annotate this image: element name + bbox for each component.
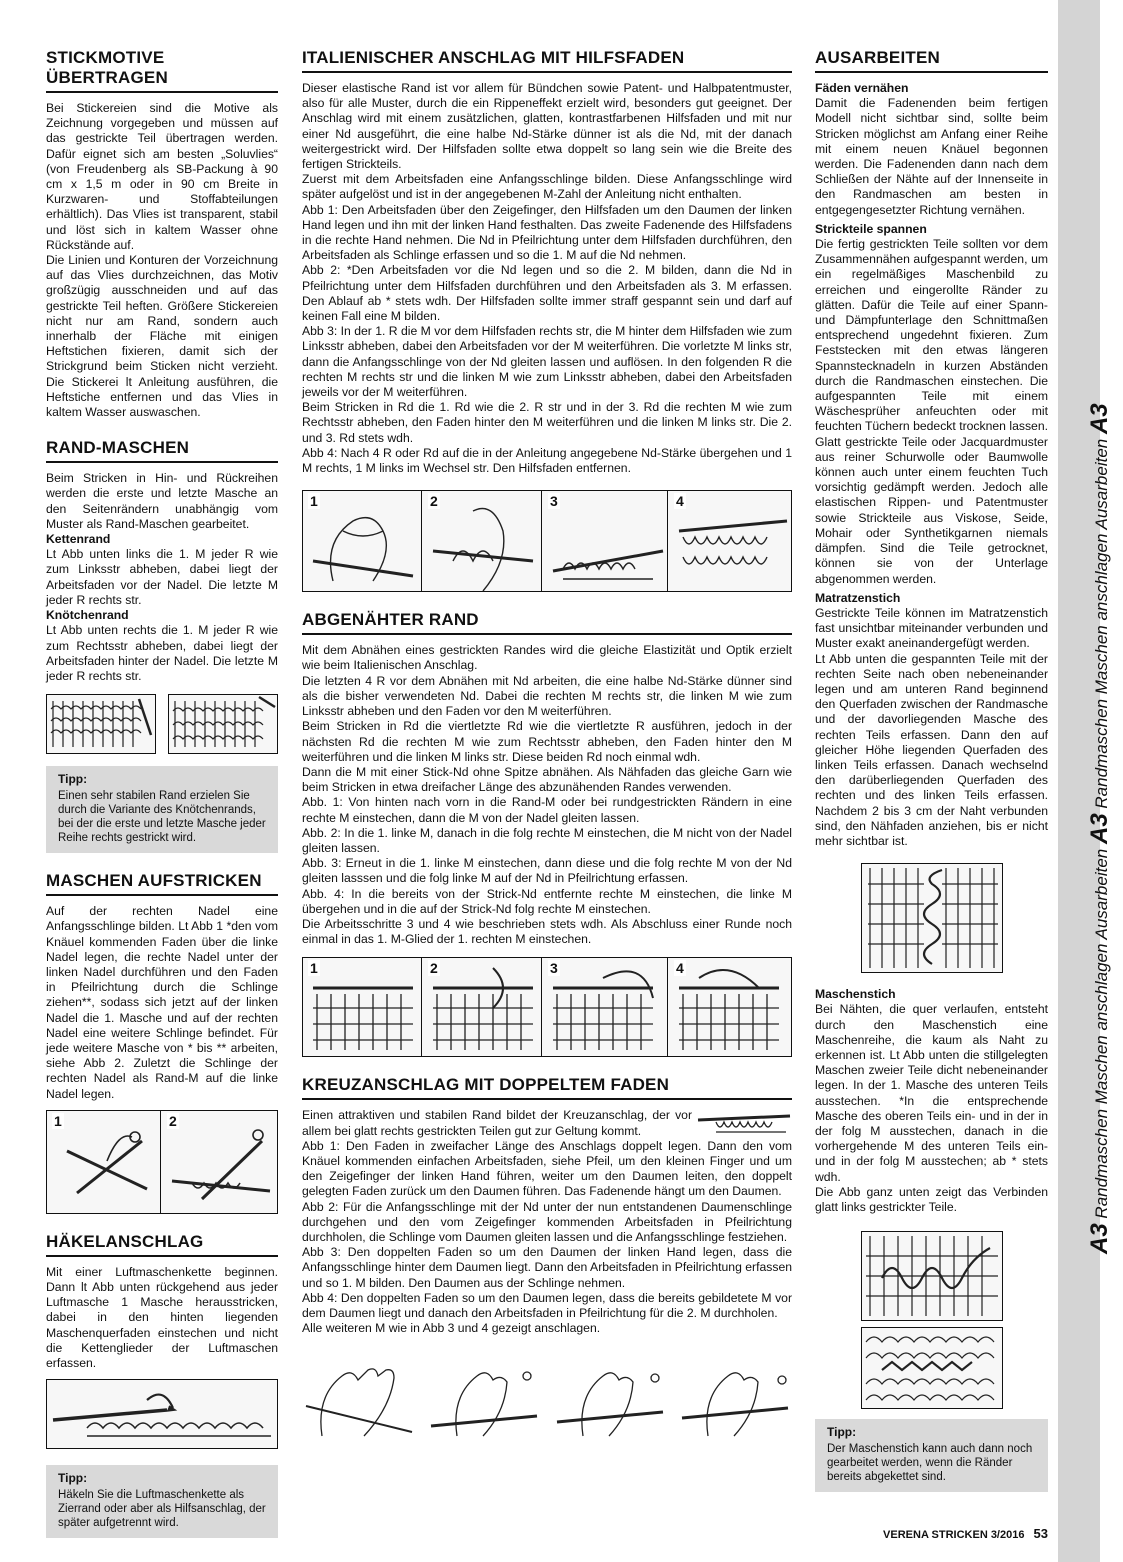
hand-illustration xyxy=(427,1356,541,1440)
heading-ausarbeiten: AUSARBEITEN xyxy=(815,48,1048,73)
knitting-illustration xyxy=(423,958,541,1054)
paragraph: Abb 1: Den Faden in zweifacher Länge des Anschlags doppelt legen. Dann den vom Knäuel kommenden einfachen Arbeitsfaden, siehe Pfeil, um den kleinen Finger und um den Zeigefinger der linken Hand führen, weiter um den Daumen leiten, den doppelt gelegten Faden zurück um den Daumen führen. Das Fadenende hängt um den Daumen. xyxy=(302,1138,792,1199)
tip-label: Tipp: xyxy=(58,1471,88,1486)
side-tab-code: A3 xyxy=(1086,403,1113,435)
section-rand-maschen xyxy=(46,438,278,853)
illustration-panel xyxy=(162,1111,277,1213)
maschenstich-links-illustration xyxy=(861,1327,1003,1409)
heading-kreuzanschlag: KREUZANSCHLAG MIT DOPPELTEM FADEN xyxy=(302,1075,792,1100)
magazine-name: VERENA STRICKEN 3/2016 xyxy=(883,1529,1025,1541)
knitting-illustration xyxy=(303,958,421,1054)
tip-box-haekel xyxy=(46,1465,278,1538)
needle-illustration xyxy=(47,1380,277,1448)
paragraph: Die fertig gestrickten Teile sollten vor dem Zusammennähen aufgespannt werden, um ein regelmäßiges Maschenbild zu erreichen und eingerollte Ränder zu glätten. Dafür die Teile auf einer Spann- und Dämpfunterlage den Schnittmaßen entsprechend ungedehnt fixieren. Zum Feststecken mit den etwas längeren Spannstecknadeln in kurzen Abständen durch die Randmaschen einstechen. Die aufgespannten Teile mit einem Wäschesprüher anfeuchten oder mit feuchten Tüchern bedeckt trocknen lassen. Glatt gestrickte Teile oder Jacquardmuster aus reiner Schurwolle oder Baumwolle können auch unter einem feuchten Tuch vorsichtig gedämpft werden. Jedoch alle elastischen Rippen- und Patentmuster sowie Strickteile aus Viskose, Seide, Mohair oder Synthetikgarnen niemals dämpfen. Sind die Teile getrocknet, können sie von der Unterlage abgenommen werden. xyxy=(815,237,1048,586)
paragraph: Dann die M mit einer Stick-Nd ohne Spitze abnähen. Als Nähfaden das gleiche Garn wie beim Stricken in etwa dreifacher Länge des abzunähenden Randes verwenden. xyxy=(302,764,792,795)
illustration-panel xyxy=(47,1111,161,1213)
paragraph: Mit dem Abnähen eines gestrickten Randes wird die gleiche Elastizität und Optik erzielt wie beim Italienischen Anschlag. xyxy=(302,643,792,673)
figure-number: 4 xyxy=(676,960,684,977)
needle-illustration xyxy=(47,1111,160,1211)
heading-rand-maschen: RAND-MASCHEN xyxy=(46,438,278,463)
paragraph: Die letzten 4 R vor dem Abnähen mit Nd arbeiten, die eine halbe Nd-Stärke dünner sind als die bisher verwendeten Nd. Dabei die rechten M rechts str, die linken M wie zum Linksstr abheben und den Faden vor den M weiterführen. xyxy=(302,673,792,719)
knitting-illustration xyxy=(669,958,791,1054)
paragraph: Abb 1: Den Arbeitsfaden über den Zeigefinger, den Hilfsfaden um den Daumen der linken Hand legen und ihn mit der linken Hand festhalten. Das zweite Fadenende des Hilfsfadens in die rechte Hand nehmen. Die Nd in Pfeilrichtung unter dem Hilfsfaden durchführen, den Arbeitsfaden als Schlinge erfassen und so die 1. M auf die Nd nehmen. xyxy=(302,202,792,263)
knitting-illustration xyxy=(47,695,155,753)
tip-label: Tipp: xyxy=(58,772,88,787)
knitting-illustration xyxy=(669,491,791,589)
subheading-faeden-vernaehen: Fäden vernähen xyxy=(815,81,909,95)
side-tab-text: Randmaschen Maschen anschlagen Ausarbeiten xyxy=(1092,848,1111,1219)
italienisch-illustration xyxy=(302,490,792,592)
paragraph: Abb 3: In der 1. R die M vor dem Hilfsfaden rechts str, die M hinter dem Hilfsfaden wie zum Linksstr abheben, dabei den Arbeitsfaden vor der M weiterführen. Die vorletzte M links str, dann die Anfangsschlinge von der Nd gleiten lassen und auflösen. In den folgenden R die rechten M rechts str und die linken M wie zum Linksstr abheben, dabei den Arbeitsfaden jeweils vor der M weiterführen. xyxy=(302,324,792,400)
paragraph: Beim Stricken in Rd die viertletzte Rd wie die viertletzte R ausführen, jedoch in der nächsten Rd die rechten M wie zum Rechtsstr abheben, den Faden hinter den M weiterführen und die linken M links str. Diese beiden Rd noch einmal wdh. xyxy=(302,719,792,764)
column-left xyxy=(46,48,278,1556)
illustration-panel xyxy=(543,958,668,1056)
heading-abgenaehter-rand: ABGENÄHTER RAND xyxy=(302,610,792,635)
column-right xyxy=(815,48,1048,1510)
tip-text: Der Maschenstich kann auch dann noch gearbeitet werden, wenn die Ränder bereits abgekettet sind. xyxy=(827,1443,1033,1484)
section-stickmotive xyxy=(46,48,278,420)
knoetchenrand-illustration xyxy=(168,694,278,754)
knitting-illustration xyxy=(543,958,667,1054)
page-footer xyxy=(883,1526,1048,1541)
page-number: 53 xyxy=(1033,1526,1048,1541)
figure-number: 2 xyxy=(430,960,438,977)
hand-illustration xyxy=(302,1356,416,1440)
section-abgenaehter-rand xyxy=(302,610,792,1057)
side-tab-label xyxy=(1079,403,1123,1254)
paragraph: Abb. 3: Erneut in die 1. linke M einstechen, dann diese und die folg rechte M von der Nd gleiten lasssen und die folg linke M auf der Nd in Pfeilrichtung erfassen. xyxy=(302,856,792,886)
knitting-illustration xyxy=(862,1328,1002,1408)
paragraph: Beim Stricken in Hin- und Rückreihen werden die erste und letzte Masche an den Seitenrändern unabhängig vom Muster als Rand-Maschen gearbeitet. xyxy=(46,471,278,531)
figure-number: 1 xyxy=(310,493,318,510)
haekel-illustration xyxy=(46,1379,278,1449)
section-kreuzanschlag xyxy=(302,1075,792,1440)
tip-text: Einen sehr stabilen Rand erzielen Sie durch die Variante des Knötchenrands, bei der die erste und letzte Masche jeder Reihe rechts gestrickt wird. xyxy=(58,790,266,845)
section-aufstricken xyxy=(46,871,278,1214)
hand-illustration xyxy=(303,491,421,589)
figure-number: 3 xyxy=(550,960,558,977)
paragraph: Einen attraktiven und stabilen Rand bildet der Kreuzanschlag, der vor allem bei glatt rechts gestrickten Teilen gut zur Geltung kommt. xyxy=(302,1108,692,1138)
illustration-panel xyxy=(669,958,791,1056)
side-tab-code: A3 xyxy=(1086,1223,1113,1254)
paragraph: Alle weiteren M wie in Abb 3 und 4 gezeigt anschlagen. xyxy=(302,1321,601,1336)
paragraph: Lt Abb unten links die 1. M jeder R wie zum Linksstr abheben, dabei liegt der Arbeitsfaden vor der Nadel. Die letzte M jeder R rechts str. xyxy=(46,547,278,607)
paragraph: Damit die Fadenenden beim fertigen Modell nicht sichtbar sind, sollte beim Stricken möglichst am Anfang einer Reihe mit einem neuen Knäuel begonnen werden. Die Fadenenden dann nach dem Schließen der Nähte auf der Innenseite in den Randmaschen am besten in entgegengesetzter Richtung vernähen. xyxy=(815,96,1048,217)
side-tab-code: A3 xyxy=(1086,813,1113,845)
needle-illustration xyxy=(696,1108,792,1138)
paragraph: Abb. 2: In die 1. linke M, danach in die folg rechte M einstechen, die M nicht von der Nadel gleiten lassen. xyxy=(302,825,792,855)
column-middle xyxy=(302,48,792,1458)
kreuz-illustrations xyxy=(302,1356,792,1440)
paragraph: Abb. 4: In die bereits von der Strick-Nd entfernte rechte M einstechen, die linke M übergehen und in die auf der Strick-Nd folg rechte M einstechen. xyxy=(302,886,792,916)
kettenrand-illustration xyxy=(46,694,156,754)
paragraph: Abb 4: Den doppelten Faden so um den Daumen legen, dass die bereits gebildetete M vor dem Daumen liegt und danach den Arbeitsfaden in Pfeilrichtung für die 2. M durchholen. xyxy=(302,1290,792,1320)
section-italienischer-anschlag xyxy=(302,48,792,592)
illustration-panel xyxy=(303,958,422,1056)
illustration-panel xyxy=(423,958,542,1056)
paragraph: Auf der rechten Nadel eine Anfangsschlinge bilden. Lt Abb 1 *den vom Knäuel kommenden Faden über die linke Nadel legen, die rechte Nadel unter der linken Nadel durchführen und den Faden in Pfeilrichtung durch die Schlinge ziehen**, sodass sich jetzt auf der linken Nadel die 1. Masche und auf der rechten Nadel eine weitere Schlinge befindet. Für jede weitere Masche von * bis ** arbeiten, siehe Abb 2. Zuletzt die Schlinge der rechten Nadel als Rand-M auf die linke Nadel legen. xyxy=(46,904,278,1101)
paragraph: Abb. 1: Von hinten nach vorn in die Rand-M oder bei rundgestrickten Rändern in eine rechte M einstechen, dann die M von der Nadel gleiten lassen. xyxy=(302,795,792,825)
hand-illustration xyxy=(553,1356,667,1440)
aufstricken-illustration xyxy=(46,1110,278,1214)
tip-box-rand xyxy=(46,766,278,853)
illustration-panel xyxy=(303,491,422,591)
paragraph: Abb 2: Für die Anfangsschlinge mit der Nd unter der nun entstandenen Daumenschlinge durchgehen und den vom Zeigefinger kommenden Arbeitsfaden in Pfeilrichtung durchholen, die Schlinge vom Daumen gleiten lassen und die Anfangsschlinge festziehen. xyxy=(302,1199,792,1244)
paragraph: Abb 3: Den doppelten Faden so um den Daumen der linken Hand legen, dass die Anfangsschlinge hinter dem Daumen liegt. Dann den Arbeitsfaden in Pfeilrichtung erfassen und so 1. M bilden. Den Daumen aus der Schlinge nehmen. xyxy=(302,1245,792,1290)
paragraph: Mit einer Luftmaschenkette beginnen. Dann lt Abb unten rückgehend aus jeder Luftmasche 1 Masche herausstricken, dabei in den hinten liegenden Maschenquerfaden einstechen und nicht die Kettenglieder der Luftmaschen erfassen. xyxy=(46,1264,278,1370)
illustration-panel xyxy=(669,491,791,591)
tip-text: Häkeln Sie die Luftmaschenkette als Zierrand oder aber als Hilfsanschlag, der später aufgetrennt wird. xyxy=(58,1489,266,1530)
knitting-illustration xyxy=(169,695,277,753)
heading-stickmotive: STICKMOTIVE ÜBERTRAGEN xyxy=(46,48,278,93)
hand-illustration xyxy=(678,1356,792,1440)
paragraph: Abb 2: *Den Arbeitsfaden vor die Nd legen und so die 2. M bilden, dann die Nd in Pfeilrichtung unter dem Hilfsfaden durchführen und den Arbeitsfaden als 3. M erfassen. Den Ablauf ab * stets wdh. Der Hilfsfaden sollte immer straff gespannt sein und darf auf keinen Fall eine M bilden. xyxy=(302,263,792,324)
subheading-maschenstich: Maschenstich xyxy=(815,987,896,1002)
needle-illustration xyxy=(543,491,667,589)
figure-number: 4 xyxy=(676,493,684,510)
figure-number: 3 xyxy=(550,493,558,510)
matratzenstich-illustration xyxy=(861,863,1003,973)
subheading-knoetchenrand: Knötchenrand xyxy=(46,608,129,623)
paragraph: Die Arbeitsschritte 3 und 4 wie beschrieben stets wdh. Als Abschluss einer Runde noch einmal in das 1. M-Glied der 1. rechten M einstechen. xyxy=(302,916,792,947)
rand-illustrations xyxy=(46,694,278,754)
paragraph: Die Abb ganz unten zeigt das Verbinden glatt links gestrickter Teile. xyxy=(815,1184,1048,1214)
paragraph: Beim Stricken in Rd die 1. Rd wie die 2. R str und in der 3. Rd die rechten M wie zum Rechtsstr abheben, den Faden hinter den M weiterführen und die linken M links str. Die 2. und 3. Rd stets wdh. xyxy=(302,400,792,445)
side-tab xyxy=(1058,0,1113,1562)
tip-box-maschenstich xyxy=(815,1419,1048,1492)
maschenstich-illustration xyxy=(861,1231,1003,1321)
abgenaeht-illustration xyxy=(302,957,792,1057)
knitting-illustration xyxy=(862,864,1002,972)
subheading-strickteile-spannen: Strickteile spannen xyxy=(815,221,927,236)
paragraph: Abb 4: Nach 4 R oder Rd auf die in der Anleitung angegebene Nd-Stärke übergehen und 1 M rechts, 1 M links im Wechsel str. Den Hilfsfaden entfernen. xyxy=(302,445,792,476)
heading-italienischer-anschlag: ITALIENISCHER ANSCHLAG MIT HILFSFADEN xyxy=(302,48,792,73)
knitting-illustration xyxy=(862,1232,1002,1320)
needle-illustration xyxy=(162,1111,277,1211)
figure-number: 1 xyxy=(54,1112,62,1129)
tip-label: Tipp: xyxy=(827,1425,857,1440)
paragraph: Die Linien und Konturen der Vorzeichnung auf das Vlies durchzeichnen, das Motiv großzügig ausschneiden und auf das gestrickte Teil heften. Größere Stickereien nicht nur am Rand, sondern auch innerhalb der Fläche mit einigen Heftstichen fixieren, damit sich der Strickgrund beim Sticken nicht verzieht. Die Stickerei lt Anleitung ausführen, die Heftstiche entfernen und das Vlies in kaltem Wasser auswaschen. xyxy=(46,253,278,420)
figure-number: 1 xyxy=(310,960,318,977)
paragraph: Bei Stickereien sind die Motive als Zeichnung vorgegeben und müssen auf das gestrickte Teil übertragen werden. Dafür eignet sich am besten „Soluvlies“ (von Freudenberg als SB-Packung à 90 cm x 1,5 m oder in 90 cm Breite in Kurzwaren- und Stoffabteilungen erhältlich). Das Vlies ist transparent, stabil und löst sich in kaltem Wasser ohne Rückstände auf. xyxy=(46,101,278,252)
figure-number: 2 xyxy=(430,493,438,510)
paragraph: Bei Nähten, die quer verlaufen, entsteht durch den Maschenstich eine Maschenreihe, die kaum als Naht zu erkennen ist. Lt Abb unten die stillgelegten Maschen zweier Teile dicht nebeneinander legen. In der 1. Masche des unteren Teils ausstechen. *In die entsprechende Masche des oberen Teils ein- und in der in der folg M ausstechen, danach in die vorhergehende M des unteren Teils ein- und in der folg M ausstechen; ab * stets wdh. xyxy=(815,1002,1048,1184)
subheading-matratzenstich: Matratzenstich xyxy=(815,590,901,605)
figure-number: 2 xyxy=(169,1112,177,1129)
paragraph: Gestrickte Teile können im Matratzenstich fast unsichtbar miteinander verbunden und Muster exakt aneinandergefügt werden. xyxy=(815,605,1048,651)
heading-haekelanschlag: HÄKELANSCHLAG xyxy=(46,1232,278,1257)
hand-illustration xyxy=(423,491,541,589)
heading-aufstricken: MASCHEN AUFSTRICKEN xyxy=(46,871,278,896)
subheading-kettenrand: Kettenrand xyxy=(46,532,111,547)
illustration-panel xyxy=(543,491,668,591)
paragraph: Lt Abb unten die gespannten Teile mit der rechten Seite nach oben nebeneinander legen und am unteren Rand beginnend den Querfaden zwischen der Randmasche und der davorliegenden Masche des rechten Teils erfassen. Dann den auf gleicher Höhe liegenden Querfaden des linken Teils erfassen. Danach wechselnd den darüberliegenden Querfaden des rechten und des linken Teils erfassen. Nachdem 2 bis 3 cm der Naht verbunden sind, den Nähfaden anziehen, bis er nicht mehr sichtbar ist. xyxy=(815,651,1048,848)
paragraph: Zuerst mit dem Arbeitsfaden eine Anfangsschlinge bilden. Diese Anfangsschlinge wird später aufgelöst und ist in der angegebenen M-Zahl der Anleitung nicht enthalten. xyxy=(302,172,792,202)
side-tab-text: Randmaschen Maschen anschlagen Ausarbeiten xyxy=(1092,438,1111,809)
illustration-panel xyxy=(423,491,542,591)
section-haekelanschlag xyxy=(46,1232,278,1538)
kreuz-intro xyxy=(302,1108,792,1138)
paragraph: Dieser elastische Rand ist vor allem für Bündchen sowie Patent- und Halbpatentmuster, also für alle Muster, durch die ein Rippeneffekt erzielt wird, besonders gut geeignet. Der Anschlag wird mit einem zusätzlichen, glatten, kontrastfarbenen Hilfsfaden und mit nur einer Nd ausgeführt, die eine halbe Nd-Stärke dünner ist als die Nd, mit der danach weitergestrickt wird. Der Hilfsfaden sollte etwa doppelt so lang sein wie die Breite des fertigen Strickteils. xyxy=(302,81,792,172)
paragraph: Lt Abb unten rechts die 1. M jeder R wie zum Rechtsstr abheben, dabei liegt der Arbeitsfaden hinter der Nadel. Die letzte M jeder R rechts str. xyxy=(46,623,278,683)
